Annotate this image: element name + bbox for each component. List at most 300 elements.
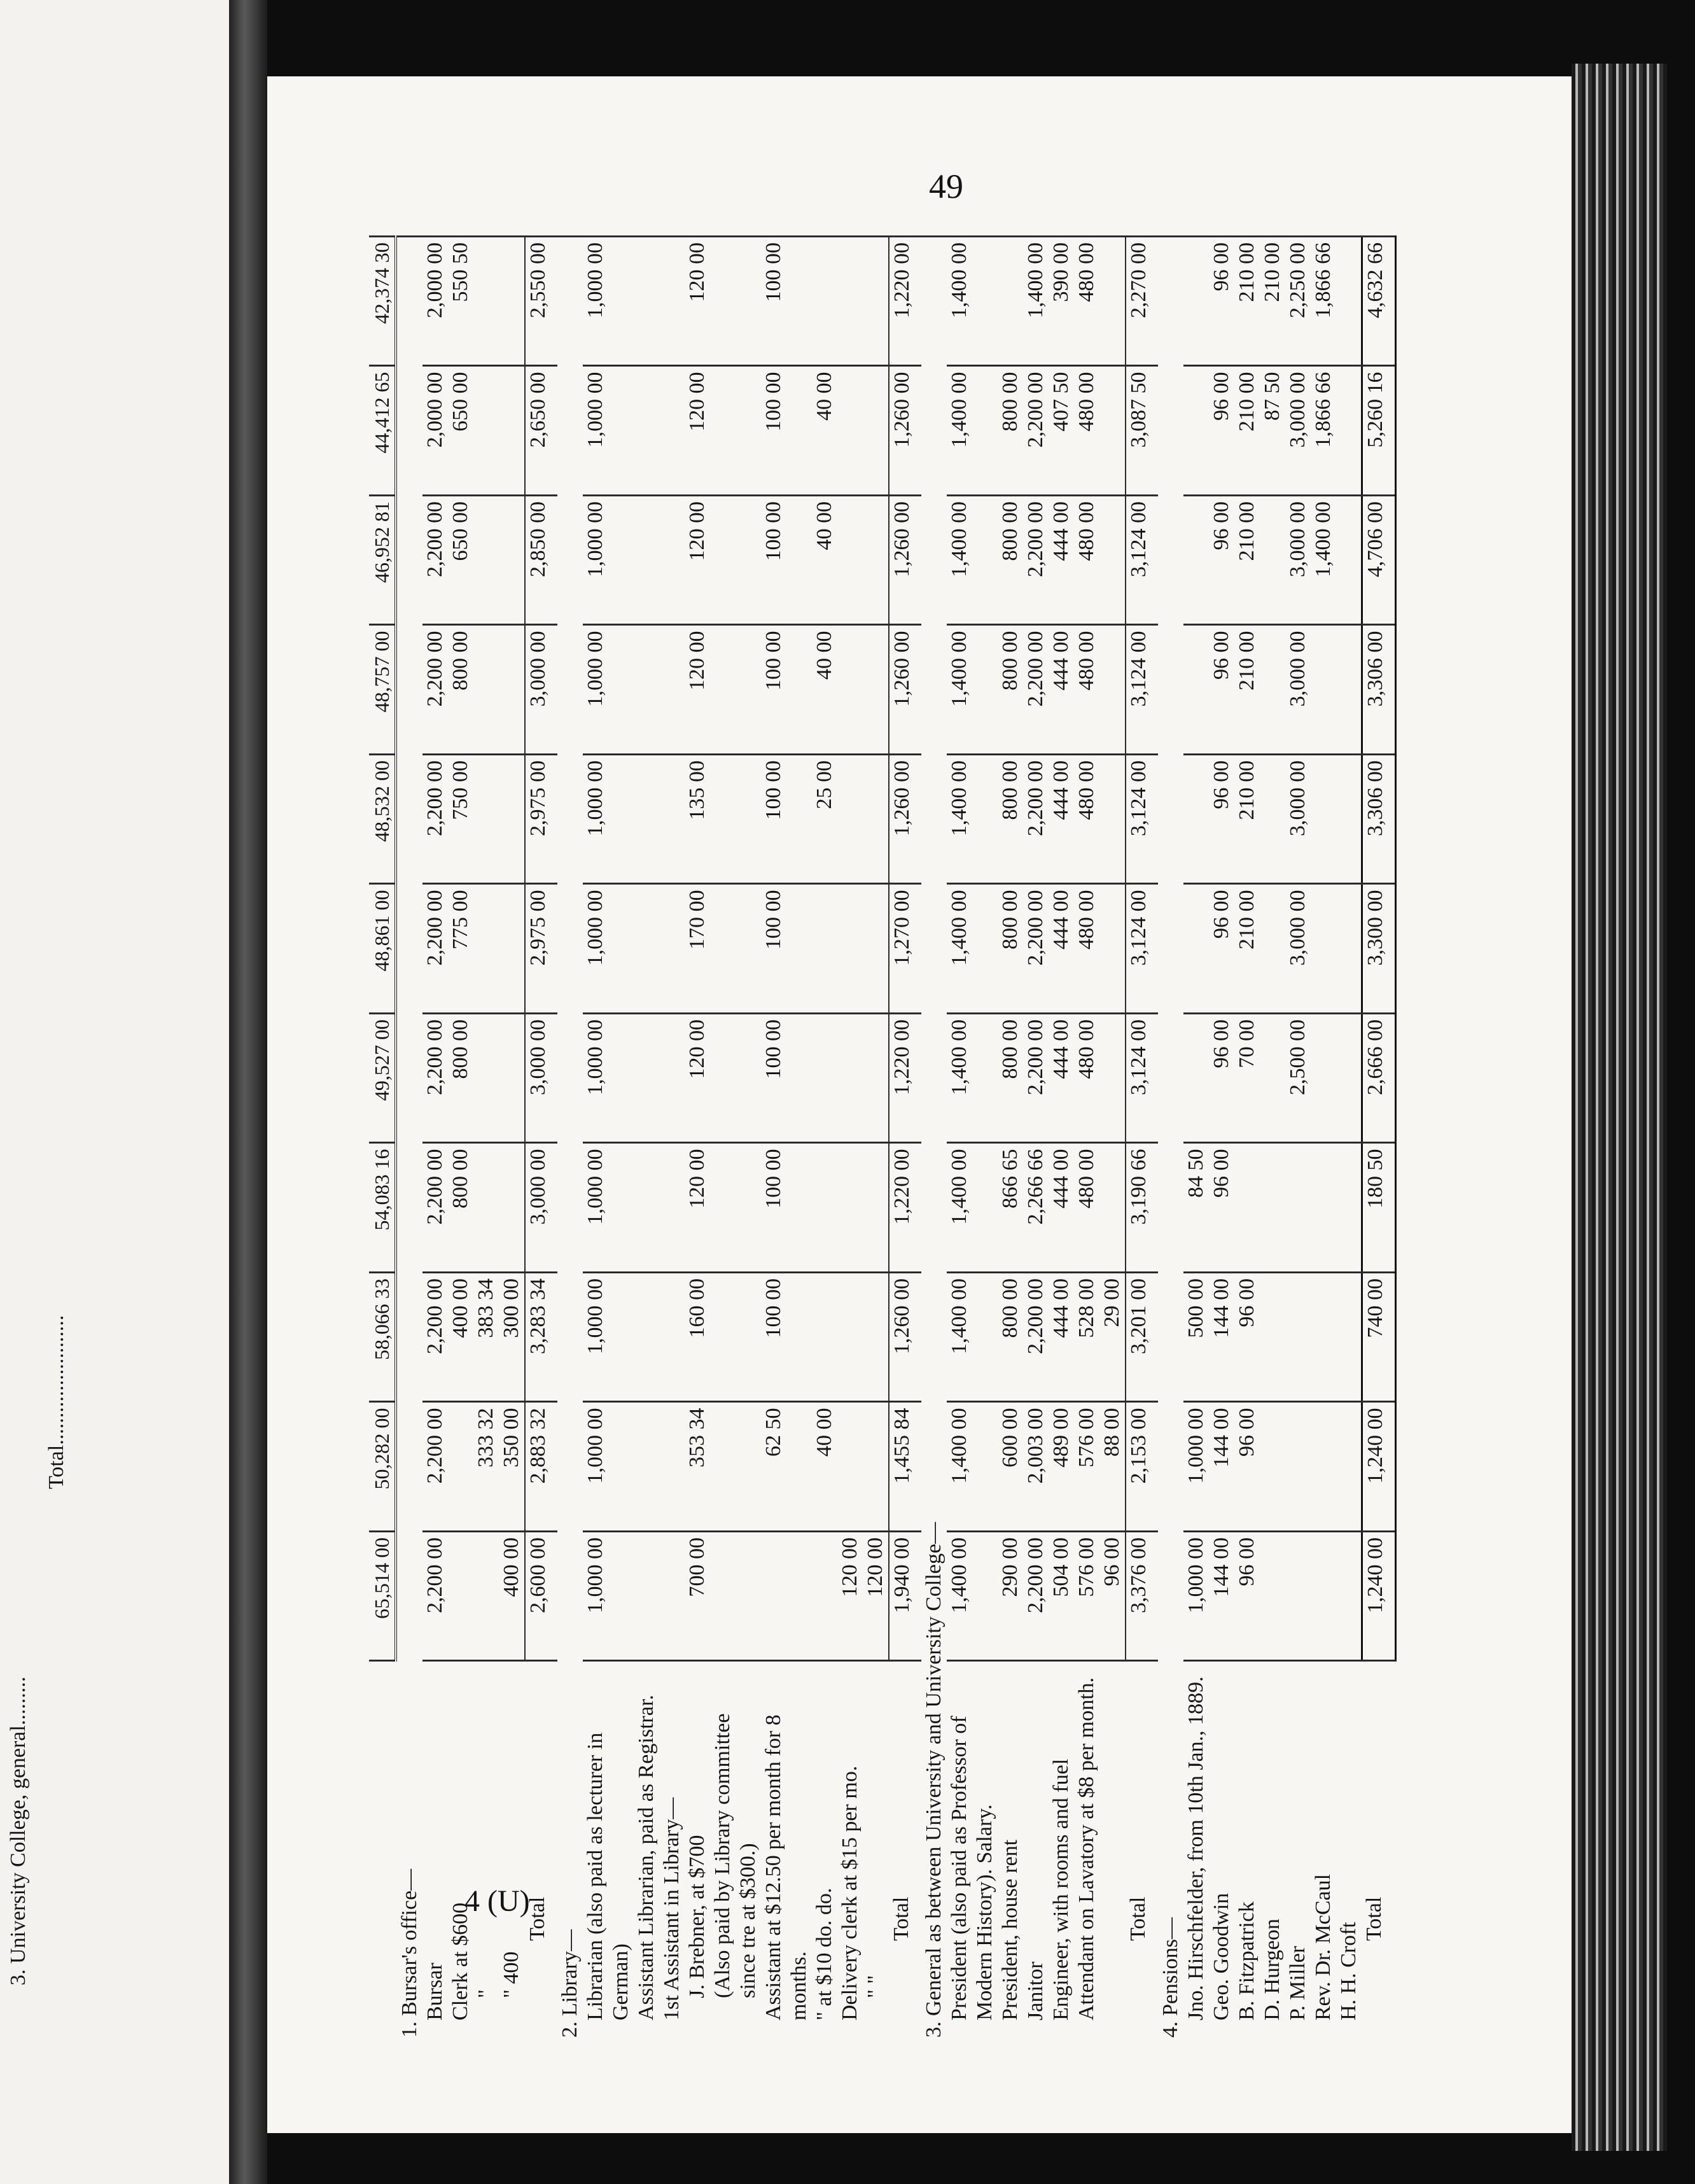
amount-cell: 480 00 (1074, 366, 1099, 496)
amount-cell: 210 00 (1234, 755, 1260, 885)
amount-cell (837, 1014, 863, 1144)
amount-cell (710, 1402, 761, 1532)
section-heading-row (1158, 237, 1183, 2043)
amount-cell: 2,500 00 (1285, 1014, 1311, 1144)
amount-cell: 383 34 (473, 1273, 499, 1403)
amount-cell: 480 00 (1074, 755, 1099, 885)
table-row (761, 237, 812, 2043)
amount-cell: 2,200 00 (422, 1532, 448, 1662)
amount-cell: 390 00 (1049, 237, 1074, 367)
page-number: 49 (929, 167, 963, 206)
amount-cell (473, 366, 499, 496)
amount-cell: 576 00 (1074, 1532, 1099, 1662)
amount-cell: 40 00 (812, 625, 837, 755)
amount-cell: 800 00 (448, 1014, 473, 1144)
amount-cell: 2,000 00 (422, 237, 448, 367)
amount-cell (499, 1014, 525, 1144)
amount-cell (659, 1143, 685, 1273)
amount-cell: 1,220 00 (889, 1143, 921, 1273)
amount-cell (1260, 1532, 1285, 1662)
salary-table-body (369, 237, 1395, 2043)
amount-cell: 2,200 00 (1023, 496, 1049, 626)
amount-cell (634, 496, 659, 626)
amount-cell: 444 00 (1049, 625, 1074, 755)
amount-cell: 40 00 (812, 1402, 837, 1532)
amount-cell (659, 496, 685, 626)
amount-cell: 2,600 00 (525, 1532, 557, 1662)
amount-cell: 800 00 (998, 755, 1023, 885)
amount-cell: 96 00 (1099, 1532, 1126, 1662)
amount-cell (1336, 1402, 1362, 1532)
amount-cell: 2,270 00 (1126, 237, 1158, 367)
amount-cell (837, 1143, 863, 1273)
table-row (1234, 237, 1260, 2043)
amount-cell: 100 00 (761, 625, 812, 755)
amount-cell (1099, 884, 1126, 1014)
amount-cell (863, 1143, 889, 1273)
row-label: J. Brebner, at $700 (685, 1661, 710, 2043)
amount-cell: 444 00 (1049, 884, 1074, 1014)
amount-cell: 70 00 (1234, 1014, 1260, 1144)
row-label: 1st Assistant in Library— (659, 1661, 685, 2043)
amount-cell (1336, 1273, 1362, 1403)
amount-cell (1311, 755, 1336, 885)
amount-cell (761, 1532, 812, 1662)
amount-cell: 100 00 (761, 366, 812, 496)
amount-cell (1336, 1143, 1362, 1273)
amount-cell: 170 00 (685, 884, 710, 1014)
amount-cell (1285, 1532, 1311, 1662)
amount-cell (1285, 1402, 1311, 1532)
amount-cell: 480 00 (1074, 625, 1099, 755)
amount-cell (499, 1143, 525, 1273)
amount-cell (812, 1273, 837, 1403)
amount-cell (1183, 884, 1209, 1014)
row-label: Librarian (also paid as lecturer in German) (583, 1661, 634, 2043)
row-label: Attendant on Lavatory at $8 per month. (1074, 1661, 1099, 2043)
amount-cell: 800 00 (998, 1273, 1023, 1403)
amount-cell (1336, 625, 1362, 755)
amount-cell: 3,124 00 (1126, 496, 1158, 626)
amount-cell: 96 00 (1234, 1273, 1260, 1403)
table-row (659, 237, 685, 2043)
amount-cell: 1,220 00 (889, 1014, 921, 1144)
amount-cell: 2,153 00 (1126, 1402, 1158, 1532)
amount-cell (863, 1273, 889, 1403)
amount-cell: 3,000 00 (525, 1143, 557, 1273)
amount-cell: 480 00 (1074, 884, 1099, 1014)
amount-cell (1285, 1143, 1311, 1273)
amount-cell (659, 1402, 685, 1532)
table-row (1023, 237, 1049, 2043)
amount-cell: 2,200 00 (1023, 625, 1049, 755)
amount-cell: 4,632 66 (1362, 237, 1395, 367)
amount-cell: 800 00 (448, 1143, 473, 1273)
salary-table (369, 235, 1397, 2043)
table-row (422, 237, 448, 2043)
amount-cell: 84 50 (1183, 1143, 1209, 1273)
amount-cell (1260, 1402, 1285, 1532)
amount-cell: 489 00 (1049, 1402, 1074, 1532)
amount-cell (1311, 884, 1336, 1014)
row-label: Assistant Librarian, paid as Registrar. (634, 1661, 659, 2043)
amount-cell (659, 1014, 685, 1144)
amount-cell: 1,000 00 (583, 884, 634, 1014)
amount-cell: 3,000 00 (1285, 625, 1311, 755)
amount-cell: 210 00 (1234, 884, 1260, 1014)
amount-cell: 1,260 00 (889, 1273, 921, 1403)
amount-cell: 100 00 (761, 884, 812, 1014)
amount-cell: 96 00 (1209, 237, 1234, 367)
amount-cell: 87 50 (1260, 366, 1285, 496)
amount-cell: 96 00 (1234, 1402, 1260, 1532)
row-label: Clerk at $600 (448, 1661, 473, 2043)
amount-cell (837, 366, 863, 496)
carried-total-cell: 44,412 65 (369, 366, 396, 496)
table-row (1209, 237, 1234, 2043)
amount-cell (1311, 1273, 1336, 1403)
amount-cell: 2,850 00 (525, 496, 557, 626)
amount-cell: 40 00 (812, 496, 837, 626)
row-label: " 400 (499, 1661, 525, 2043)
amount-cell: 2,250 00 (1285, 237, 1311, 367)
amount-cell: 1,866 66 (1311, 237, 1336, 367)
amount-cell (659, 884, 685, 1014)
amount-cell: 3,283 34 (525, 1273, 557, 1403)
amount-cell (1336, 755, 1362, 885)
amount-cell (634, 1402, 659, 1532)
amount-cell (448, 1402, 473, 1532)
amount-cell (863, 884, 889, 1014)
amount-cell (499, 755, 525, 885)
amount-cell: 3,306 00 (1362, 625, 1395, 755)
amount-cell: 96 00 (1209, 1014, 1234, 1144)
amount-cell: 96 00 (1209, 755, 1234, 885)
table-row (1311, 237, 1336, 2043)
total-row (1126, 237, 1158, 2043)
amount-cell: 96 00 (1209, 1143, 1234, 1273)
amount-cell (1260, 625, 1285, 755)
amount-cell: 1,260 00 (889, 366, 921, 496)
carried-totals-row (369, 237, 396, 2043)
amount-cell: 96 00 (1209, 884, 1234, 1014)
section-heading: 2. Library— (557, 237, 583, 2043)
amount-cell: 2,266 66 (1023, 1143, 1049, 1273)
section-heading-row (557, 237, 583, 2043)
amount-cell: 1,000 00 (1183, 1532, 1209, 1662)
amount-cell (634, 237, 659, 367)
amount-cell (473, 884, 499, 1014)
amount-cell: 1,000 00 (583, 1273, 634, 1403)
amount-cell: 1,000 00 (583, 1402, 634, 1532)
amount-cell (659, 755, 685, 885)
amount-cell (837, 1402, 863, 1532)
carried-total-cell: 46,952 81 (369, 496, 396, 626)
amount-cell: 1,240 00 (1362, 1532, 1395, 1662)
amount-cell (1311, 1014, 1336, 1144)
row-label: Engineer, with rooms and fuel (1049, 1661, 1074, 2043)
amount-cell (710, 1143, 761, 1273)
amount-cell (634, 1532, 659, 1662)
amount-cell (659, 237, 685, 367)
table-row (685, 237, 710, 2043)
table-row (947, 237, 998, 2043)
amount-cell: 3,124 00 (1126, 755, 1158, 885)
amount-cell: 25 00 (812, 755, 837, 885)
amount-cell: 444 00 (1049, 496, 1074, 626)
total-row (1362, 237, 1395, 2043)
row-label: H. H. Croft (1336, 1661, 1362, 2043)
amount-cell (710, 496, 761, 626)
amount-cell: 120 00 (685, 496, 710, 626)
amount-cell (1099, 755, 1126, 885)
section-heading: 1. Bursar's office— (396, 237, 422, 2043)
amount-cell (634, 1273, 659, 1403)
row-label: Rev. Dr. McCaul (1311, 1661, 1336, 2043)
amount-cell (1183, 366, 1209, 496)
amount-cell: 775 00 (448, 884, 473, 1014)
amount-cell (634, 625, 659, 755)
amount-cell: 2,975 00 (525, 755, 557, 885)
amount-cell: 1,400 00 (947, 625, 998, 755)
table-row (634, 237, 659, 2043)
section-heading-row (396, 237, 422, 2043)
amount-cell (634, 755, 659, 885)
carried-total-cell: 48,861 00 (369, 884, 396, 1014)
row-label (1099, 1661, 1126, 2043)
amount-cell: 3,306 00 (1362, 755, 1395, 885)
amount-cell: 333 32 (473, 1402, 499, 1532)
amount-cell (863, 1402, 889, 1532)
amount-cell: 1,220 00 (889, 237, 921, 367)
total-label: Total (889, 1661, 921, 2043)
amount-cell: 1,400 00 (947, 1532, 998, 1662)
amount-cell: 444 00 (1049, 1273, 1074, 1403)
amount-cell (1285, 1273, 1311, 1403)
carried-total-cell: 58,066 33 (369, 1273, 396, 1403)
amount-cell: 120 00 (685, 366, 710, 496)
amount-cell (710, 1014, 761, 1144)
table-row (1285, 237, 1311, 2043)
amount-cell: 480 00 (1074, 1014, 1099, 1144)
amount-cell: 135 00 (685, 755, 710, 885)
amount-cell: 100 00 (761, 1273, 812, 1403)
amount-cell: 210 00 (1234, 496, 1260, 626)
amount-cell: 300 00 (499, 1273, 525, 1403)
amount-cell: 100 00 (761, 496, 812, 626)
amount-cell: 100 00 (761, 237, 812, 367)
table-row (1336, 237, 1362, 2043)
row-label: " (473, 1661, 499, 2043)
total-row (889, 237, 921, 2043)
amount-cell: 3,376 00 (1126, 1532, 1158, 1662)
amount-cell: 353 34 (685, 1402, 710, 1532)
amount-cell (710, 625, 761, 755)
amount-cell: 350 00 (499, 1402, 525, 1532)
amount-cell (473, 496, 499, 626)
amount-cell (837, 625, 863, 755)
amount-cell: 444 00 (1049, 1014, 1074, 1144)
amount-cell (710, 755, 761, 885)
amount-cell (1099, 237, 1126, 367)
amount-cell: 1,270 00 (889, 884, 921, 1014)
amount-cell (1099, 366, 1126, 496)
amount-cell: 1,000 00 (583, 1532, 634, 1662)
amount-cell: 1,400 00 (1311, 496, 1336, 626)
row-label: " " (863, 1661, 889, 2043)
amount-cell (837, 237, 863, 367)
amount-cell (659, 1532, 685, 1662)
amount-cell: 1,400 00 (947, 1014, 998, 1144)
amount-cell: 2,666 00 (1362, 1014, 1395, 1144)
table-row (812, 237, 837, 2043)
amount-cell: 5,260 16 (1362, 366, 1395, 496)
amount-cell: 2,883 32 (525, 1402, 557, 1532)
amount-cell (1260, 884, 1285, 1014)
row-label: Janitor (1023, 1661, 1049, 2043)
carried-total-cell: 42,374 30 (369, 237, 396, 367)
amount-cell: 576 00 (1074, 1402, 1099, 1532)
amount-cell: 3,000 00 (1285, 496, 1311, 626)
amount-cell: 1,400 00 (947, 755, 998, 885)
amount-cell: 210 00 (1234, 625, 1260, 755)
amount-cell (473, 237, 499, 367)
amount-cell (634, 1014, 659, 1144)
amount-cell: 120 00 (685, 1014, 710, 1144)
amount-cell: 400 00 (448, 1273, 473, 1403)
amount-cell (710, 1532, 761, 1662)
left-page-total: Total........................ (45, 1315, 68, 1489)
table-row (473, 237, 499, 2043)
table-row (1099, 237, 1126, 2043)
amount-cell (499, 625, 525, 755)
amount-cell: 1,000 00 (583, 237, 634, 367)
amount-cell: 1,400 00 (947, 1402, 998, 1532)
amount-cell (863, 755, 889, 885)
row-label: (Also paid by Library committee since tre at $300.) (710, 1661, 761, 2043)
amount-cell: 3,000 00 (1285, 884, 1311, 1014)
amount-cell: 3,201 00 (1126, 1273, 1158, 1403)
amount-cell: 480 00 (1074, 237, 1099, 367)
amount-cell: 1,400 00 (947, 366, 998, 496)
amount-cell (1336, 1532, 1362, 1662)
amount-cell: 2,200 00 (422, 1402, 448, 1532)
table-row (1049, 237, 1074, 2043)
amount-cell (1336, 366, 1362, 496)
amount-cell: 1,400 00 (947, 496, 998, 626)
amount-cell: 407 50 (1049, 366, 1074, 496)
amount-cell: 866 65 (998, 1143, 1023, 1273)
table-row (863, 237, 889, 2043)
amount-cell (499, 496, 525, 626)
amount-cell (659, 1273, 685, 1403)
amount-cell: 1,000 00 (583, 625, 634, 755)
amount-cell (499, 366, 525, 496)
amount-cell: 100 00 (761, 1014, 812, 1144)
amount-cell (812, 1014, 837, 1144)
amount-cell (863, 1014, 889, 1144)
carried-total-cell: 48,757 00 (369, 625, 396, 755)
row-label: President, house rent (998, 1661, 1023, 2043)
amount-cell: 2,550 00 (525, 237, 557, 367)
amount-cell: 3,300 00 (1362, 884, 1395, 1014)
amount-cell: 2,000 00 (422, 366, 448, 496)
amount-cell (499, 237, 525, 367)
amount-cell: 4,706 00 (1362, 496, 1395, 626)
amount-cell: 100 00 (761, 1143, 812, 1273)
table-row (998, 237, 1023, 2043)
amount-cell: 210 00 (1260, 237, 1285, 367)
amount-cell: 120 00 (685, 1143, 710, 1273)
amount-cell (1183, 496, 1209, 626)
amount-cell: 1,000 00 (583, 366, 634, 496)
amount-cell: 480 00 (1074, 1143, 1099, 1273)
amount-cell: 500 00 (1183, 1273, 1209, 1403)
amount-cell: 1,240 00 (1362, 1402, 1395, 1532)
amount-cell: 96 00 (1209, 366, 1234, 496)
amount-cell (837, 755, 863, 885)
amount-cell: 144 00 (1209, 1532, 1234, 1662)
amount-cell: 2,650 00 (525, 366, 557, 496)
amount-cell: 740 00 (1362, 1273, 1395, 1403)
amount-cell: 2,200 00 (422, 1143, 448, 1273)
amount-cell (710, 1273, 761, 1403)
amount-cell (863, 366, 889, 496)
amount-cell: 120 00 (837, 1532, 863, 1662)
amount-cell: 144 00 (1209, 1402, 1234, 1532)
table-row (1260, 237, 1285, 2043)
amount-cell: 3,000 00 (1285, 366, 1311, 496)
amount-cell: 3,000 00 (525, 1014, 557, 1144)
amount-cell: 180 50 (1362, 1143, 1395, 1273)
amount-cell: 800 00 (998, 496, 1023, 626)
amount-cell: 144 00 (1209, 1273, 1234, 1403)
amount-cell: 1,455 84 (889, 1402, 921, 1532)
amount-cell (812, 237, 837, 367)
amount-cell (863, 496, 889, 626)
amount-cell: 3,000 00 (1285, 755, 1311, 885)
amount-cell: 210 00 (1234, 366, 1260, 496)
section-heading: 4. Pensions— (1158, 237, 1183, 2043)
amount-cell (1183, 625, 1209, 755)
row-label: Bursar (422, 1661, 448, 2043)
amount-cell: 120 00 (685, 237, 710, 367)
amount-cell: 100 00 (761, 755, 812, 885)
signature-mark: 4 (U) (464, 1884, 530, 1918)
amount-cell (448, 1532, 473, 1662)
amount-cell (1336, 1014, 1362, 1144)
carried-total-cell: 65,514 00 (369, 1532, 396, 1662)
table-row (1183, 237, 1209, 2043)
amount-cell: 62 50 (761, 1402, 812, 1532)
amount-cell: 1,400 00 (947, 884, 998, 1014)
amount-cell: 2,200 00 (1023, 1273, 1049, 1403)
amount-cell: 444 00 (1049, 1143, 1074, 1273)
amount-cell (1311, 1532, 1336, 1662)
row-label: Delivery clerk at $15 per mo. (837, 1661, 863, 2043)
amount-cell: 1,940 00 (889, 1532, 921, 1662)
table-row (583, 237, 634, 2043)
amount-cell (499, 884, 525, 1014)
amount-cell: 1,400 00 (947, 237, 998, 367)
amount-cell (1234, 1143, 1260, 1273)
total-row (525, 237, 557, 2043)
total-label: Total (525, 1661, 557, 2043)
amount-cell (1311, 1143, 1336, 1273)
amount-cell: 2,200 00 (422, 1273, 448, 1403)
amount-cell (473, 625, 499, 755)
book-gutter (229, 0, 267, 2184)
